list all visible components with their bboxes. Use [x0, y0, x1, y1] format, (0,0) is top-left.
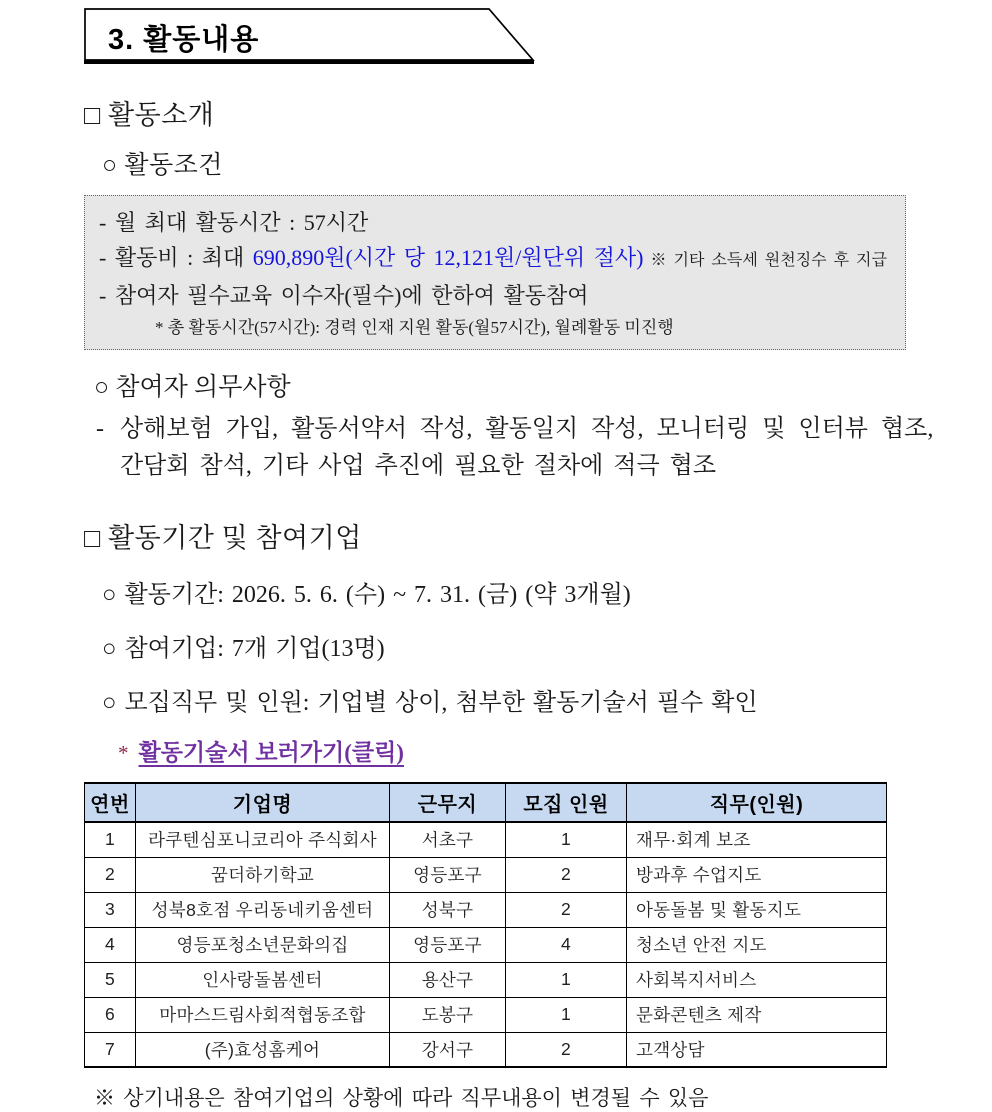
pay-tax-note: ※ 기타 소득세 원천징수 후 지급 — [643, 252, 887, 269]
table-row — [85, 927, 887, 962]
duty-paragraph — [96, 411, 934, 485]
cell-headcount: 1 — [506, 962, 627, 997]
pay-prefix: - 활동비 : 최대 — [99, 245, 253, 270]
condition-pay — [99, 240, 891, 278]
table-header-row — [85, 783, 887, 822]
cell-headcount: 1 — [506, 997, 627, 1032]
duty-text-line1: 상해보험 가입, 활동서약서 작성, 활동일지 작성, 모니터링 및 인터뷰 협조, — [120, 416, 934, 442]
cell-number: 6 — [85, 997, 136, 1032]
cell-number: 3 — [85, 892, 136, 927]
cell-location: 용산구 — [390, 962, 506, 997]
condition-total-hours-note: * 총 활동시간(57시간): 경력 인재 지원 활동(월57시간), 월례활동 미진행 — [155, 318, 674, 337]
cell-job: 고객상담 — [627, 1032, 887, 1067]
cell-company: 성북8호점 우리동네키움센터 — [136, 892, 390, 927]
cell-job: 방과후 수업지도 — [627, 857, 887, 892]
conditions-box — [84, 195, 906, 350]
cell-job: 재무·회계 보조 — [627, 822, 887, 857]
table-row — [85, 857, 887, 892]
activity-doc-link[interactable]: 활동기술서 보러가기(클릭) — [138, 740, 404, 765]
condition-max-hours: - 월 최대 활동시간 : 57시간 — [99, 210, 369, 235]
cell-headcount: 2 — [506, 1032, 627, 1067]
cell-location: 강서구 — [390, 1032, 506, 1067]
cell-headcount: 2 — [506, 857, 627, 892]
heading-period-and-companies: □ 활동기간 및 참여기업 — [84, 523, 362, 553]
page-title: 3. 활동내용 — [108, 24, 260, 56]
cell-location: 영등포구 — [390, 927, 506, 962]
cell-company: 영등포청소년문화의집 — [136, 927, 390, 962]
cell-location: 영등포구 — [390, 857, 506, 892]
cell-location: 성북구 — [390, 892, 506, 927]
table-row — [85, 892, 887, 927]
heading-activity-conditions: ○ 활동조건 — [102, 152, 223, 179]
company-table — [84, 782, 887, 1068]
item-participating-companies: ○ 참여기업: 7개 기업(13명) — [102, 636, 385, 662]
table-row — [85, 962, 887, 997]
cell-company: 마마스드림사회적협동조합 — [136, 997, 390, 1032]
heading-participant-duties: ○ 참여자 의무사항 — [94, 374, 291, 401]
cell-location: 도봉구 — [390, 997, 506, 1032]
col-header-company: 기업명 — [136, 783, 390, 822]
duty-dash: - — [96, 416, 104, 442]
cell-job: 문화콘텐츠 제작 — [627, 997, 887, 1032]
cell-location: 서초구 — [390, 822, 506, 857]
cell-number: 4 — [85, 927, 136, 962]
duty-text-line2: 간담회 참석, 기타 사업 추진에 필요한 절차에 적극 협조 — [120, 453, 717, 479]
item-activity-period: ○ 활동기간: 2026. 5. 6. (수) ~ 7. 31. (금) (약 3개월) — [102, 582, 631, 608]
cell-company: 라쿠텐심포니코리아 주식회사 — [136, 822, 390, 857]
cell-headcount: 2 — [506, 892, 627, 927]
table-row — [85, 997, 887, 1032]
cell-number: 1 — [85, 822, 136, 857]
link-asterisk: * — [118, 741, 129, 765]
col-header-headcount: 모집 인원 — [506, 783, 627, 822]
section-banner — [84, 8, 536, 66]
pay-amount-highlight: 690,890원(시간 당 12,121원/원단위 절사) — [252, 245, 644, 270]
cell-company: (주)효성홈케어 — [136, 1032, 390, 1067]
cell-number: 2 — [85, 857, 136, 892]
cell-company: 인사랑돌봄센터 — [136, 962, 390, 997]
table-row — [85, 1032, 887, 1067]
cell-number: 5 — [85, 962, 136, 997]
cell-job: 아동돌봄 및 활동지도 — [627, 892, 887, 927]
cell-job: 청소년 안전 지도 — [627, 927, 887, 962]
col-header-number: 연번 — [85, 783, 136, 822]
item-recruit-jobs: ○ 모집직무 및 인원: 기업별 상이, 첨부한 활동기술서 필수 확인 — [102, 690, 758, 716]
activity-doc-link-line — [118, 734, 992, 767]
table-footnote: ※ 상기내용은 참여기업의 상황에 따라 직무내용이 변경될 수 있음 — [94, 1086, 709, 1110]
heading-activity-intro: □ 활동소개 — [84, 100, 215, 130]
cell-headcount: 4 — [506, 927, 627, 962]
cell-headcount: 1 — [506, 822, 627, 857]
col-header-location: 근무지 — [390, 783, 506, 822]
cell-job: 사회복지서비스 — [627, 962, 887, 997]
col-header-job: 직무(인원) — [627, 783, 887, 822]
condition-education: - 참여자 필수교육 이수자(필수)에 한하여 활동참여 — [99, 283, 589, 308]
duty-text — [120, 411, 933, 485]
cell-number: 7 — [85, 1032, 136, 1067]
table-row — [85, 822, 887, 857]
cell-company: 꿈더하기학교 — [136, 857, 390, 892]
